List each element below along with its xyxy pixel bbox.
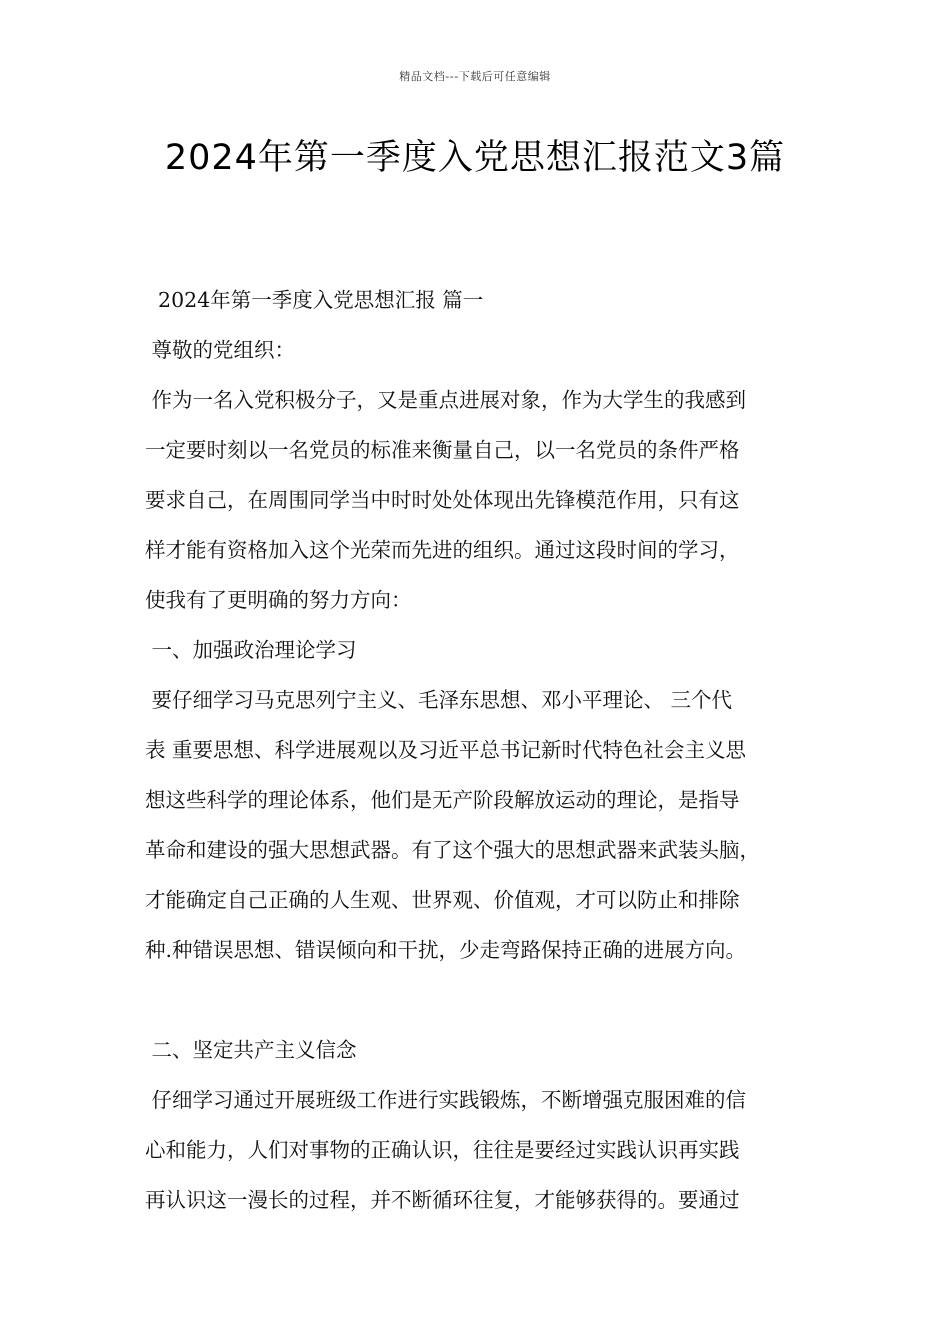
- paragraph-line: 才能确定自己正确的人生观、世界观、价值观，才可以防止和排除: [145, 888, 740, 912]
- paragraph-line: 想这些科学的理论体系，他们是无产阶段解放运动的理论，是指导: [145, 788, 740, 812]
- paragraph-line: 心和能力，人们对事物的正确认识，往往是要经过实践认识再实践: [145, 1138, 740, 1162]
- salutation: 尊敬的党组织：: [145, 338, 296, 362]
- paragraph-line: 使我有了更明确的努力方向：: [145, 588, 412, 612]
- paragraph-line: 种.种错误思想、错误倾向和干扰，少走弯路保持正确的进展方向。: [145, 938, 747, 962]
- paragraph-line: 样才能有资格加入这个光荣而先进的组织。通过这段时间的学习，: [145, 538, 740, 562]
- page-header-watermark: 精品文档---下载后可任意编辑: [399, 70, 551, 83]
- blank-line: [145, 984, 825, 1034]
- paragraph-line: 要仔细学习马克思列宁主义、毛泽东思想、邓小平理论、 三个代: [145, 688, 733, 712]
- section-heading-part-one: 2024年第一季度入党思想汇报 篇一: [145, 288, 484, 312]
- paragraph-line: 革命和建设的强大思想武器。有了这个强大的思想武器来武装头脑，: [145, 838, 760, 862]
- paragraph-line: 一定要时刻以一名党员的标准来衡量自己，以一名党员的条件严格: [145, 438, 740, 462]
- paragraph-line: 作为一名入党积极分子，又是重点进展对象，作为大学生的我感到: [145, 388, 747, 412]
- paragraph-line: 再认识这一漫长的过程，并不断循环往复，才能够获得的。要通过: [145, 1188, 740, 1212]
- subheading-communist-belief: 二、坚定共产主义信念: [145, 1038, 357, 1062]
- subheading-political-theory: 一、加强政治理论学习: [145, 638, 357, 662]
- paragraph-line: 要求自己，在周围同学当中时时处处体现出先锋模范作用，只有这: [145, 488, 740, 512]
- document-body: [145, 284, 825, 1234]
- paragraph-line: 仔细学习通过开展班级工作进行实践锻炼，不断增强克服困难的信: [145, 1088, 747, 1112]
- document-title: 2024年第一季度入党思想汇报范文3篇: [164, 138, 786, 178]
- paragraph-line: 表 重要思想、科学进展观以及习近平总书记新时代特色社会主义思: [145, 738, 747, 762]
